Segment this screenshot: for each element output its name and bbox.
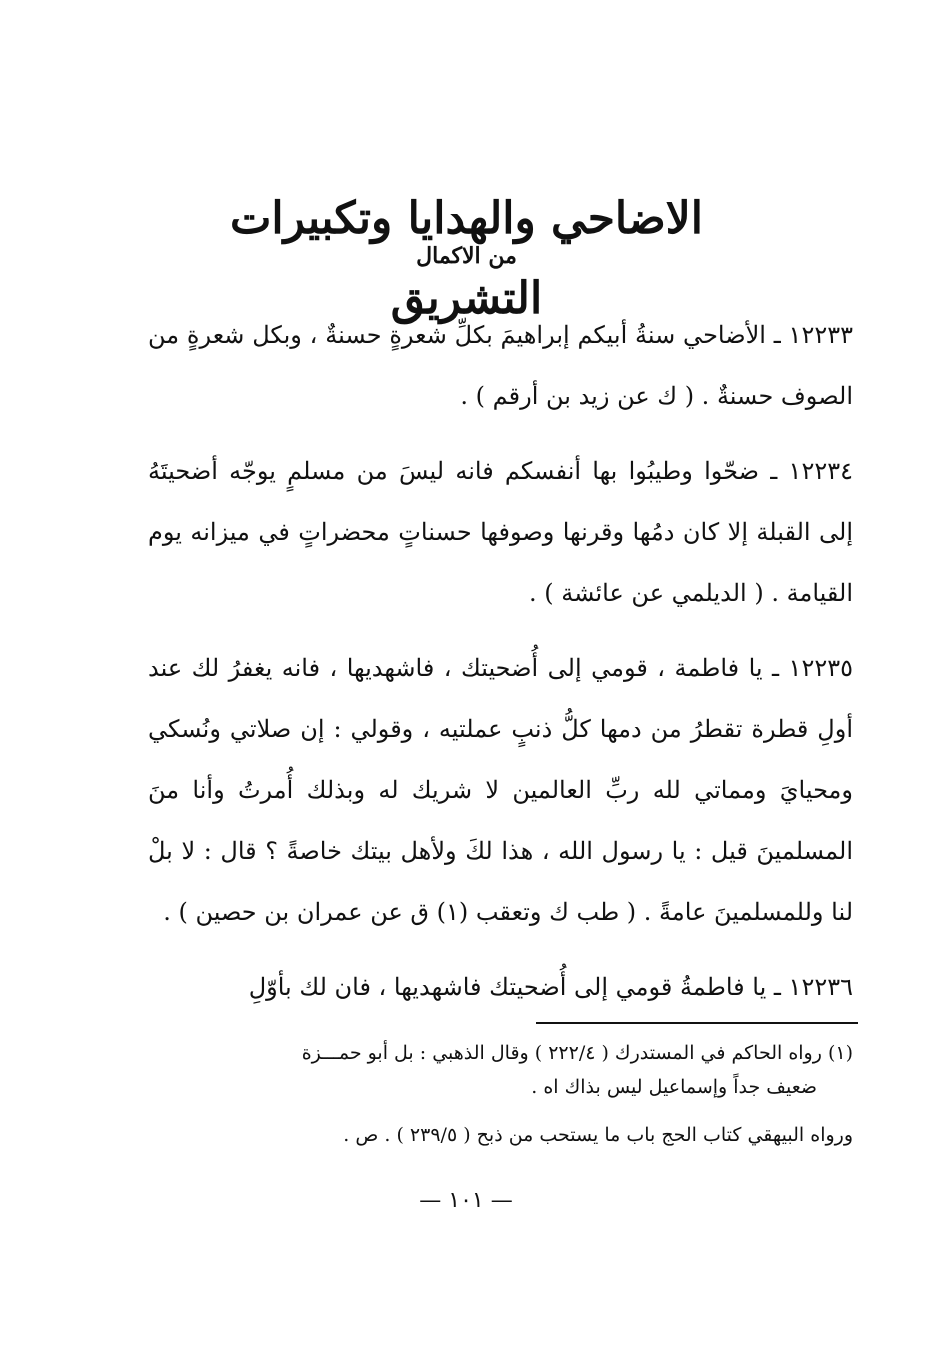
footnote-1-line-1: (١) رواه الحاكم في المستدرك ( ٢٢٢/٤ ) وقال الذهبي : بل أبو حمـــزة [301,1042,853,1064]
footnote-2: ورواه البيهقي كتاب الحج باب ما يستحب من ذبح ( ٢٣٩/٥ ) . ص . [343,1124,853,1146]
footnote-divider [536,1022,858,1024]
section-subtitle: من الاكمال [416,243,517,269]
hadith-text-block [148,305,853,1018]
footnote-1-line-2: ضعيف جداً وإسماعيل ليس بذاك اه . [531,1076,817,1098]
page-number: — ١٠١ — [419,1188,513,1213]
hadith-entry-12233: ١٢٢٣٣ ـ الأضاحي سنةُ أبيكم إبراهيمَ بكلِّ شعرةٍ حسنةٌ ، وبكل شعرةٍ من الصوف حسنةٌ . ( ك عن زيد بن أرقم ) . [148,321,853,410]
page-title: الاضاحي والهدايا وتكبيرات التشريق [230,193,703,325]
footnotes [148,1036,853,1152]
hadith-entry-12235: ١٢٢٣٥ ـ يا فاطمة ، قومي إلى أُضحيتك ، فاشهديها ، فانه يغفرُ لك عند أولِ قطرة تقطرُ من دمها كلُّ ذنبٍ عملتيه ، وقولي : إن صلاتي ونُسكي ومحيايَ ومماتي لله ربِّ العالمين لا شريك له وبذلك أُمرتُ وأنا منَ المسلمينَ قيل : يا رسول الله ، هذا لكَ ولأهل بيتك خاصةً ؟ قال : لا بلْ لنا وللمسلمينَ عامةً . ( طب ك وتعقب (١) ق عن عمران بن حصين ) . [148,654,853,926]
hadith-entry-12234: ١٢٢٣٤ ـ ضحّوا وطيبُوا بها أنفسكم فانه ليسَ من مسلمٍ يوجّه أضحيتَهُ إلى القبلة إلا كان دمُها وقرنها وصوفها حسناتٍ محضراتٍ في ميزانه يوم القيامة . ( الديلمي عن عائشة ) . [148,457,853,607]
hadith-entry-12236: ١٢٢٣٦ ـ يا فاطمةُ قومي إلى أُضحيتك فاشهديها ، فان لك بأوّلِ [248,973,853,1001]
